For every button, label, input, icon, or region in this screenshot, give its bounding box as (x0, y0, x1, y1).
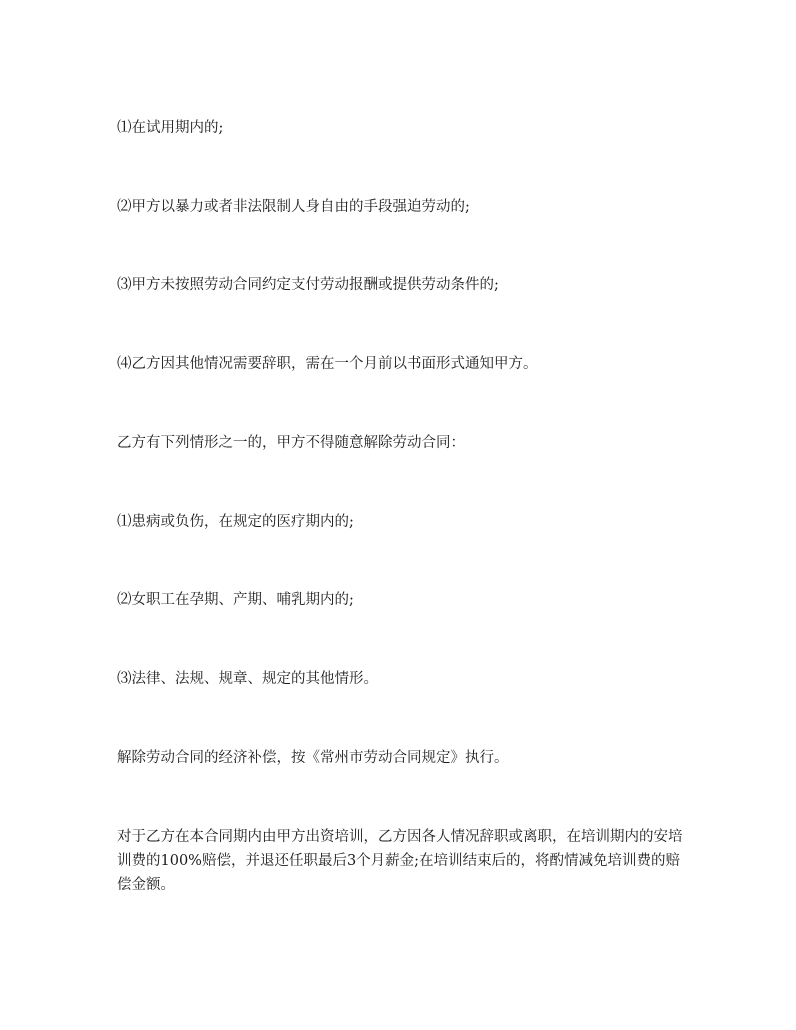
clause-economic-compensation: 解除劳动合同的经济补偿，按《常州市劳动合同规定》执行。 (117, 750, 509, 766)
clause-female-employee: ⑵女职工在孕期、产期、哺乳期内的; (117, 592, 354, 608)
clause-unpaid-remuneration: ⑶甲方未按照劳动合同约定支付劳动报酬或提供劳动条件的; (117, 277, 499, 293)
clause-resignation-notice: ⑷乙方因其他情况需要辞职，需在一个月前以书面形式通知甲方。 (117, 356, 538, 372)
clause-other-situations: ⑶法律、法规、规章、规定的其他情形。 (117, 671, 378, 687)
clause-training-compensation: 对于乙方在本合同期内由甲方出资培训，乙方因各人情况辞职或离职，在培训期内的安培训费的100%赔偿，并退还任职最后3个月薪金;在培训结束后的，将酌情减免培训费的赔偿金额。 (117, 829, 683, 893)
clause-illness-injury: ⑴患病或负伤，在规定的医疗期内的; (117, 514, 354, 530)
clause-forced-labor: ⑵甲方以暴力或者非法限制人身自由的手段强迫劳动的; (117, 199, 470, 215)
clause-probation-period: ⑴在试用期内的; (117, 120, 224, 136)
section-no-termination-heading: 乙方有下列情形之一的，甲方不得随意解除劳动合同： (117, 435, 465, 451)
